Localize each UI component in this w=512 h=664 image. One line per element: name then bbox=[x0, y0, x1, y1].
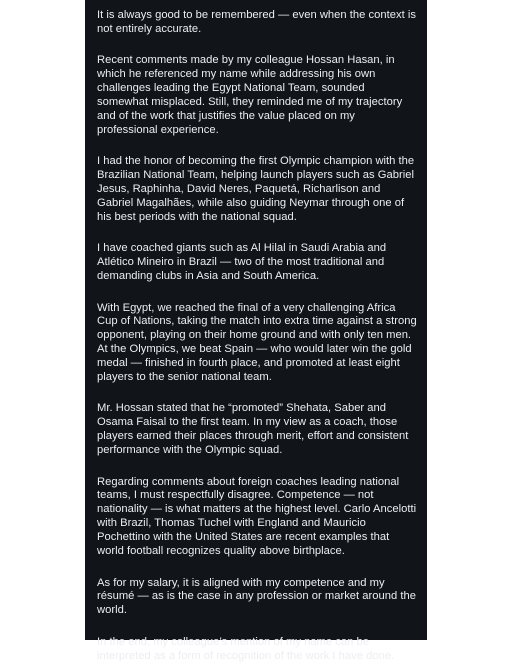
paragraph-recent-comments: Recent comments made by my colleague Hossan Hasan, in which he referenced my name while addressing his own challenges leading the Egypt National Team, sounded somewhat misplaced. Still, they reminded me of my trajectory and of the work that justifies the value placed on my professional experience. bbox=[97, 54, 403, 136]
paragraph-olympic-champion: I had the honor of becoming the first Olympic champion with the Brazilian National Team, helping launch players such as Gabriel Jesus, Raphinha, David Neres, Paquetá, Richarlison and Gabriel Magalhães, while also guiding Neymar through one of his best periods with the national squad. bbox=[97, 155, 415, 223]
paragraph-promoted-players: Mr. Hossan stated that he “promoted” Shehata, Saber and Osama Faisal to the first team. In my view as a coach, those players earned their places through merit, effort and consistent performance with the Olympic squad. bbox=[97, 402, 409, 457]
paragraph-clubs: I have coached giants such as Al Hilal in Saudi Arabia and Atlético Mineiro in Brazil — two of the most traditional and demanding clubs in Asia and South America. bbox=[97, 242, 387, 283]
paragraph-conclusion: In the end, my colleague’s mention of my name can be interpreted as a form of recognition of the work I have done. bbox=[97, 635, 395, 662]
paragraph-foreign-coaches: Regarding comments about foreign coaches leading national teams, I must respectfully disagree. Competence — not nationality — is what matters at the highest level. Carlo Ancelotti with Brazil, Thomas Tuchel with England and Mauricio Pochettino with the United States are recent examples that world football recognizes quality above birthplace. bbox=[97, 475, 417, 558]
paragraph-egypt-afcon: With Egypt, we reached the final of a very challenging Africa Cup of Nations, taking the match into extra time against a strong opponent, playing on their home ground and with only ten men. bbox=[97, 301, 417, 342]
paragraph-salary: As for my salary, it is aligned with my competence and my résumé — as is the case in any profession or market around the world. bbox=[97, 576, 416, 617]
paragraph-intro: It is always good to be remembered — even when the context is not entirely accurate. bbox=[97, 9, 416, 35]
statement-panel bbox=[85, 0, 427, 662]
paragraph-olympics: At the Olympics, we beat Spain — who would later win the gold medal — finished in fourth place, and promoted at least eight players to the senior national team. bbox=[97, 343, 412, 384]
